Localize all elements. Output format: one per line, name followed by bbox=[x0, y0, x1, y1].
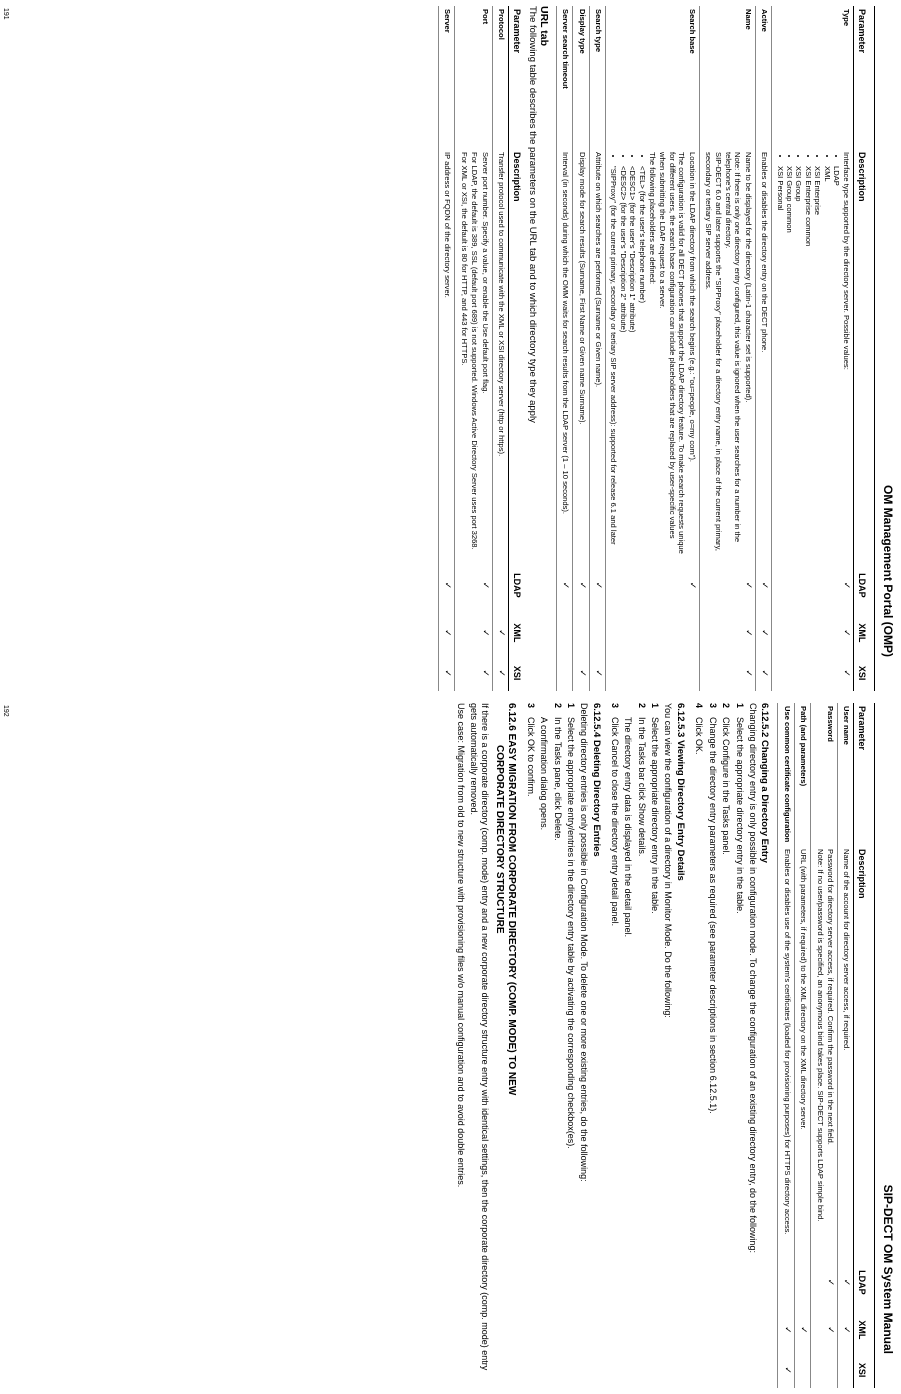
check-mark-icon: ✓ bbox=[755, 611, 771, 656]
description-text: Password for directory server access, if required. Confirm the password in the next field. bbox=[826, 849, 835, 1145]
parameter-name: Server bbox=[439, 6, 455, 149]
parameter-name: Path (and parameters) bbox=[794, 703, 810, 846]
migration-heading-line1: 6.12.6 EASY MIGRATION FROM CORPORATE DIRECTORY (COMP. MODE) TO NEW bbox=[505, 703, 517, 1096]
url-parameters-table bbox=[438, 6, 524, 691]
value-list bbox=[609, 152, 647, 557]
value-list-item: • XSI Group bbox=[794, 166, 803, 557]
column-header: Description bbox=[854, 846, 869, 1257]
check-mark-icon: ✓ bbox=[699, 611, 755, 656]
check-mark-icon bbox=[556, 655, 572, 691]
step-text: Select the appropriate directory entry in the table. bbox=[734, 717, 745, 914]
table-row bbox=[838, 703, 854, 1388]
page-192-content bbox=[453, 703, 869, 1388]
column-header: Parameter bbox=[854, 703, 869, 846]
parameter-description bbox=[778, 846, 794, 1257]
check-mark-icon bbox=[778, 1257, 794, 1307]
check-mark-icon: ✓ bbox=[439, 560, 455, 610]
check-mark-icon: ✓ bbox=[772, 655, 854, 691]
table-row bbox=[439, 6, 455, 691]
check-mark-icon bbox=[811, 1352, 838, 1388]
step-number: 1 bbox=[566, 703, 577, 709]
description-text: The following placeholders are defined: bbox=[648, 152, 658, 285]
value-list-item: • <TEL> (for the user's telephone number) bbox=[637, 166, 646, 557]
value-list-item: • <DESC2> (for the user's "Description 2" attribute) bbox=[618, 166, 627, 557]
step-list bbox=[693, 703, 745, 1388]
check-mark-icon: ✓ bbox=[439, 611, 455, 656]
url-parameters-table-continued bbox=[777, 703, 869, 1388]
check-mark-icon: ✓ bbox=[455, 560, 492, 610]
column-header: LDAP bbox=[854, 1257, 869, 1307]
value-list-item: • LDAP bbox=[832, 166, 841, 557]
check-mark-icon: ✓ bbox=[811, 1308, 838, 1353]
check-mark-icon: ✓ bbox=[838, 1257, 854, 1307]
parameter-description bbox=[772, 149, 854, 560]
column-header: XSI bbox=[854, 655, 869, 691]
table-header-row bbox=[509, 6, 524, 691]
page-number: 192 bbox=[2, 705, 9, 717]
check-mark-icon: ✓ bbox=[573, 655, 589, 691]
step-item bbox=[733, 703, 745, 1388]
step-number: 2 bbox=[552, 703, 563, 709]
column-header: Description bbox=[854, 149, 869, 560]
parameter-description bbox=[755, 149, 771, 560]
description-text: Server port number. Specify a value, or enable the Use default port flag. bbox=[480, 152, 490, 394]
step-item bbox=[609, 703, 621, 1388]
value-list-item: • <DESC1> (for the user's "Description 1" attribute) bbox=[628, 166, 637, 557]
url-tab-intro: The following table describes the parameters on the URL tab and to which directory type they apply bbox=[527, 6, 539, 423]
check-mark-icon: ✓ bbox=[778, 1352, 794, 1388]
check-mark-icon bbox=[794, 1257, 810, 1307]
description-text: For XML or XSI, the default is 80 for HTTP, and 443 for HTTPS. bbox=[459, 152, 469, 366]
parameter-description bbox=[699, 149, 755, 560]
check-mark-icon: ✓ bbox=[439, 655, 455, 691]
page-192 bbox=[0, 697, 901, 1394]
column-header: Parameter bbox=[854, 6, 869, 149]
check-mark-icon bbox=[573, 611, 589, 656]
column-header: XML bbox=[854, 611, 869, 656]
description-text: For LDAP, the default is 389, SSL (default port 689) is not supported. Windows Active Directory Server uses port 3268. bbox=[470, 152, 480, 550]
step-number: 3 bbox=[707, 703, 718, 709]
section-intro: You can view the configuration of a directory in Monitor Mode. Do the following: bbox=[663, 703, 674, 1018]
description-text: Display mode for search results (Surname, First Name or Given name Surname). bbox=[577, 152, 587, 425]
table-header-row bbox=[854, 6, 869, 691]
value-list-item: • XSI Enterprise bbox=[813, 166, 822, 557]
step-item bbox=[525, 703, 537, 1388]
table-row bbox=[699, 6, 755, 691]
parameter-name: Protocol bbox=[492, 6, 508, 149]
step-text: Click OK. bbox=[694, 717, 705, 755]
step-number: 2 bbox=[636, 703, 647, 709]
step-text: Select the appropriate entry/entries in the directory entry table by activating the corresponding checkbox(es). bbox=[566, 717, 577, 1149]
description-text: Interface type supported by the directory server. Possible values: bbox=[842, 152, 852, 370]
step-number: 3 bbox=[610, 703, 621, 709]
parameter-name: Use common certificate configuration bbox=[778, 703, 794, 846]
value-list-item: • XSI Enterprise common bbox=[803, 166, 812, 557]
step-list bbox=[525, 703, 537, 1388]
column-header: Description bbox=[509, 149, 524, 560]
description-text: The configuration is valid for all DECT phones that support the LDAP directory feature. To make search requests unique for different users, the search base configuration can include placeholders that are replaced by user-specific values when submitting the LDAP request to a server. bbox=[658, 152, 687, 554]
step-number: 2 bbox=[721, 703, 732, 709]
step-number: 4 bbox=[694, 703, 705, 709]
check-mark-icon: ✓ bbox=[755, 655, 771, 691]
step-list bbox=[609, 703, 621, 1388]
step-item bbox=[693, 703, 705, 1388]
parameter-name: Server search timeout bbox=[556, 6, 572, 149]
check-mark-icon bbox=[492, 560, 508, 610]
table-row bbox=[794, 703, 810, 1388]
parameter-name: Search base bbox=[606, 6, 700, 149]
parameter-name: Type bbox=[772, 6, 854, 149]
header-rule bbox=[874, 703, 875, 1388]
column-header: XSI bbox=[854, 1352, 869, 1388]
value-list-item: • XML bbox=[822, 166, 831, 557]
step-item bbox=[720, 703, 732, 1388]
table-row bbox=[606, 6, 700, 691]
parameter-description bbox=[838, 846, 854, 1257]
parameter-name: Search type bbox=[589, 6, 605, 149]
column-header: XSI bbox=[509, 655, 524, 691]
table-row bbox=[811, 703, 838, 1388]
parameter-description bbox=[573, 149, 589, 560]
description-text: Transfer protocol used to communicate with the XML or XSI directory server (http or https). bbox=[497, 152, 507, 457]
step-text: Select the appropriate directory entry in the table. bbox=[650, 717, 661, 914]
check-mark-icon: ✓ bbox=[794, 1308, 810, 1353]
check-mark-icon bbox=[838, 1352, 854, 1388]
check-mark-icon: ✓ bbox=[699, 655, 755, 691]
check-mark-icon: ✓ bbox=[492, 655, 508, 691]
step-text: Change the directory entry parameters as required (see parameter descriptions in section 6.12.5.1). bbox=[707, 717, 718, 1114]
column-header: LDAP bbox=[509, 560, 524, 610]
parameter-name: Name bbox=[699, 6, 755, 149]
parameter-description bbox=[556, 149, 572, 560]
parameter-name: Port bbox=[455, 6, 492, 149]
header-rule bbox=[874, 6, 875, 691]
step-list bbox=[635, 703, 660, 1388]
section-heading: 6.12.5.2 Changing a Directory Entry bbox=[759, 703, 771, 863]
step-item bbox=[635, 703, 647, 1388]
table-row bbox=[772, 6, 854, 691]
table-row bbox=[755, 6, 771, 691]
parameter-description bbox=[439, 149, 455, 560]
parameter-description bbox=[589, 149, 605, 560]
section-intro: Changing directory entry is only possible in configuration mode. To change the configuration of an existing directory entry, do the following: bbox=[747, 703, 758, 1253]
table-header-row bbox=[854, 703, 869, 1388]
step-note: A confirmation dialog opens. bbox=[539, 717, 550, 831]
section-heading: 6.12.5.3 Viewing Directory Entry Details bbox=[674, 703, 686, 881]
parameter-description bbox=[794, 846, 810, 1257]
check-mark-icon bbox=[606, 655, 700, 691]
check-mark-icon: ✓ bbox=[772, 560, 854, 610]
value-list bbox=[775, 152, 841, 557]
step-text: Click OK to confirm. bbox=[526, 717, 537, 797]
description-text: Attribute on which searches are performed (Surname or Given name). bbox=[594, 152, 604, 388]
check-mark-icon bbox=[606, 611, 700, 656]
column-header: XML bbox=[854, 1308, 869, 1353]
step-note: The directory entry data is displayed in the detail panel. bbox=[623, 717, 634, 938]
check-mark-icon: ✓ bbox=[772, 611, 854, 656]
check-mark-icon: ✓ bbox=[755, 560, 771, 610]
table-row bbox=[778, 703, 794, 1388]
check-mark-icon: ✓ bbox=[492, 611, 508, 656]
check-mark-icon: ✓ bbox=[699, 560, 755, 610]
migration-paragraph: If there is a corporate directory (comp. mode) entry and a new corporate directory structure entry with identical settings, then the corporate directory (comp. mode) entry gets automatically removed. bbox=[468, 703, 490, 1371]
description-text: URL (with parameters, if required) to the XML directory on the XML directory server. bbox=[799, 849, 809, 1130]
step-item bbox=[551, 703, 563, 1388]
value-list-item: • "SIPProxy" (for the current primary, secondary or tertiary SIP server address): supported for release 6.1 and later bbox=[609, 166, 618, 557]
table-row bbox=[455, 6, 492, 691]
check-mark-icon: ✓ bbox=[589, 560, 605, 610]
check-mark-icon: ✓ bbox=[589, 655, 605, 691]
page-header: SIP-DECT OM System Manual bbox=[881, 1184, 895, 1354]
parameter-name: Password bbox=[811, 703, 838, 846]
step-text: In the Tasks bar click Show details. bbox=[636, 717, 647, 857]
url-tab-heading: URL tab bbox=[537, 6, 550, 47]
table-row bbox=[573, 6, 589, 691]
parameter-name: Display type bbox=[573, 6, 589, 149]
column-header: XML bbox=[509, 611, 524, 656]
step-number: 1 bbox=[650, 703, 661, 709]
page-number: 191 bbox=[2, 8, 9, 20]
column-header: Parameter bbox=[509, 6, 524, 149]
parameter-description bbox=[811, 846, 838, 1257]
parameter-description bbox=[492, 149, 508, 560]
parameter-description bbox=[606, 149, 700, 560]
check-mark-icon bbox=[589, 611, 605, 656]
description-text: Enables or disables the directory entry on the DECT phone. bbox=[760, 152, 770, 353]
check-mark-icon: ✓ bbox=[606, 560, 700, 610]
check-mark-icon: ✓ bbox=[455, 655, 492, 691]
parameter-name: User name bbox=[838, 703, 854, 846]
step-item bbox=[565, 703, 577, 1388]
migration-use-case: Use case: Migration from old to new structure with provisioning files w/o manual configuration and to avoid double entries. bbox=[455, 703, 466, 1188]
step-text: Click Cancel to close the directory entry detail panel. bbox=[610, 717, 621, 927]
description-text: IP address or FQDN of the directory server. bbox=[443, 152, 453, 298]
step-item bbox=[706, 703, 718, 1388]
parameter-description bbox=[455, 149, 492, 560]
description-text: Name to be displayed for the directory (Latin-1 character set is supported). bbox=[743, 152, 753, 403]
description-text: Location in the LDAP directory from which the search begins (e.g.: "ou=people, o=my com"). bbox=[687, 152, 697, 463]
description-text: Note: If no user/password is specified, an anonymous bind takes place. SIP-DECT supports LDAP simple bind. bbox=[815, 849, 825, 1222]
description-text: Name of the account for directory server access, if required. bbox=[842, 849, 852, 1051]
parameter-name: Active bbox=[755, 6, 771, 149]
step-text: In the Tasks pane, click Delete. bbox=[552, 717, 563, 841]
section-intro: Deleting directory entries is only possible in Configuration Mode. To delete one or more existing entries, do the following: bbox=[579, 703, 590, 1182]
table-row bbox=[556, 6, 572, 691]
step-text: Click Configure in the Tasks panel. bbox=[721, 717, 732, 855]
description-text: Enables or disables use of the system's certificates (loaded for provisioning purposes) for HTTPS directory access. bbox=[782, 849, 792, 1235]
column-header: LDAP bbox=[854, 560, 869, 610]
table-row bbox=[492, 6, 508, 691]
check-mark-icon: ✓ bbox=[811, 1257, 838, 1307]
description-text: Note: If there is only one directory entry configured, this value is ignored when the user searches for a number in the telephone's central directory. bbox=[723, 152, 743, 543]
page-header: OM Management Portal (OMP) bbox=[881, 484, 895, 657]
check-mark-icon: ✓ bbox=[778, 1308, 794, 1353]
check-mark-icon bbox=[556, 611, 572, 656]
description-text: SIP-DECT 6.0 and later supports the "SIPProxy" placeholder for a directory entry name, in place of the current primary, secondary or tertiary SIP server address. bbox=[704, 152, 723, 551]
check-mark-icon: ✓ bbox=[455, 611, 492, 656]
section-heading: 6.12.5.4 Deleting Directory Entries bbox=[590, 703, 602, 857]
migration-heading bbox=[493, 703, 517, 1388]
directory-parameters-table bbox=[556, 6, 869, 691]
check-mark-icon bbox=[794, 1352, 810, 1388]
check-mark-icon: ✓ bbox=[838, 1308, 854, 1353]
value-list-item: • XSI Personal bbox=[775, 166, 784, 557]
check-mark-icon: ✓ bbox=[573, 560, 589, 610]
table-row bbox=[589, 6, 605, 691]
page-191-content bbox=[438, 6, 869, 691]
step-item bbox=[649, 703, 661, 1388]
description-text: Interval (in seconds) during which the OMM waits for search results from the LDAP server (1 – 10 seconds). bbox=[561, 152, 571, 515]
step-list bbox=[551, 703, 576, 1388]
page-192-half bbox=[0, 697, 901, 1394]
step-number: 1 bbox=[734, 703, 745, 709]
step-number: 3 bbox=[526, 703, 537, 709]
value-list-item: • XSI Group common bbox=[785, 166, 794, 557]
check-mark-icon: ✓ bbox=[556, 560, 572, 610]
migration-heading-line2: CORPORATE DIRECTORY STRUCTURE bbox=[493, 745, 505, 934]
